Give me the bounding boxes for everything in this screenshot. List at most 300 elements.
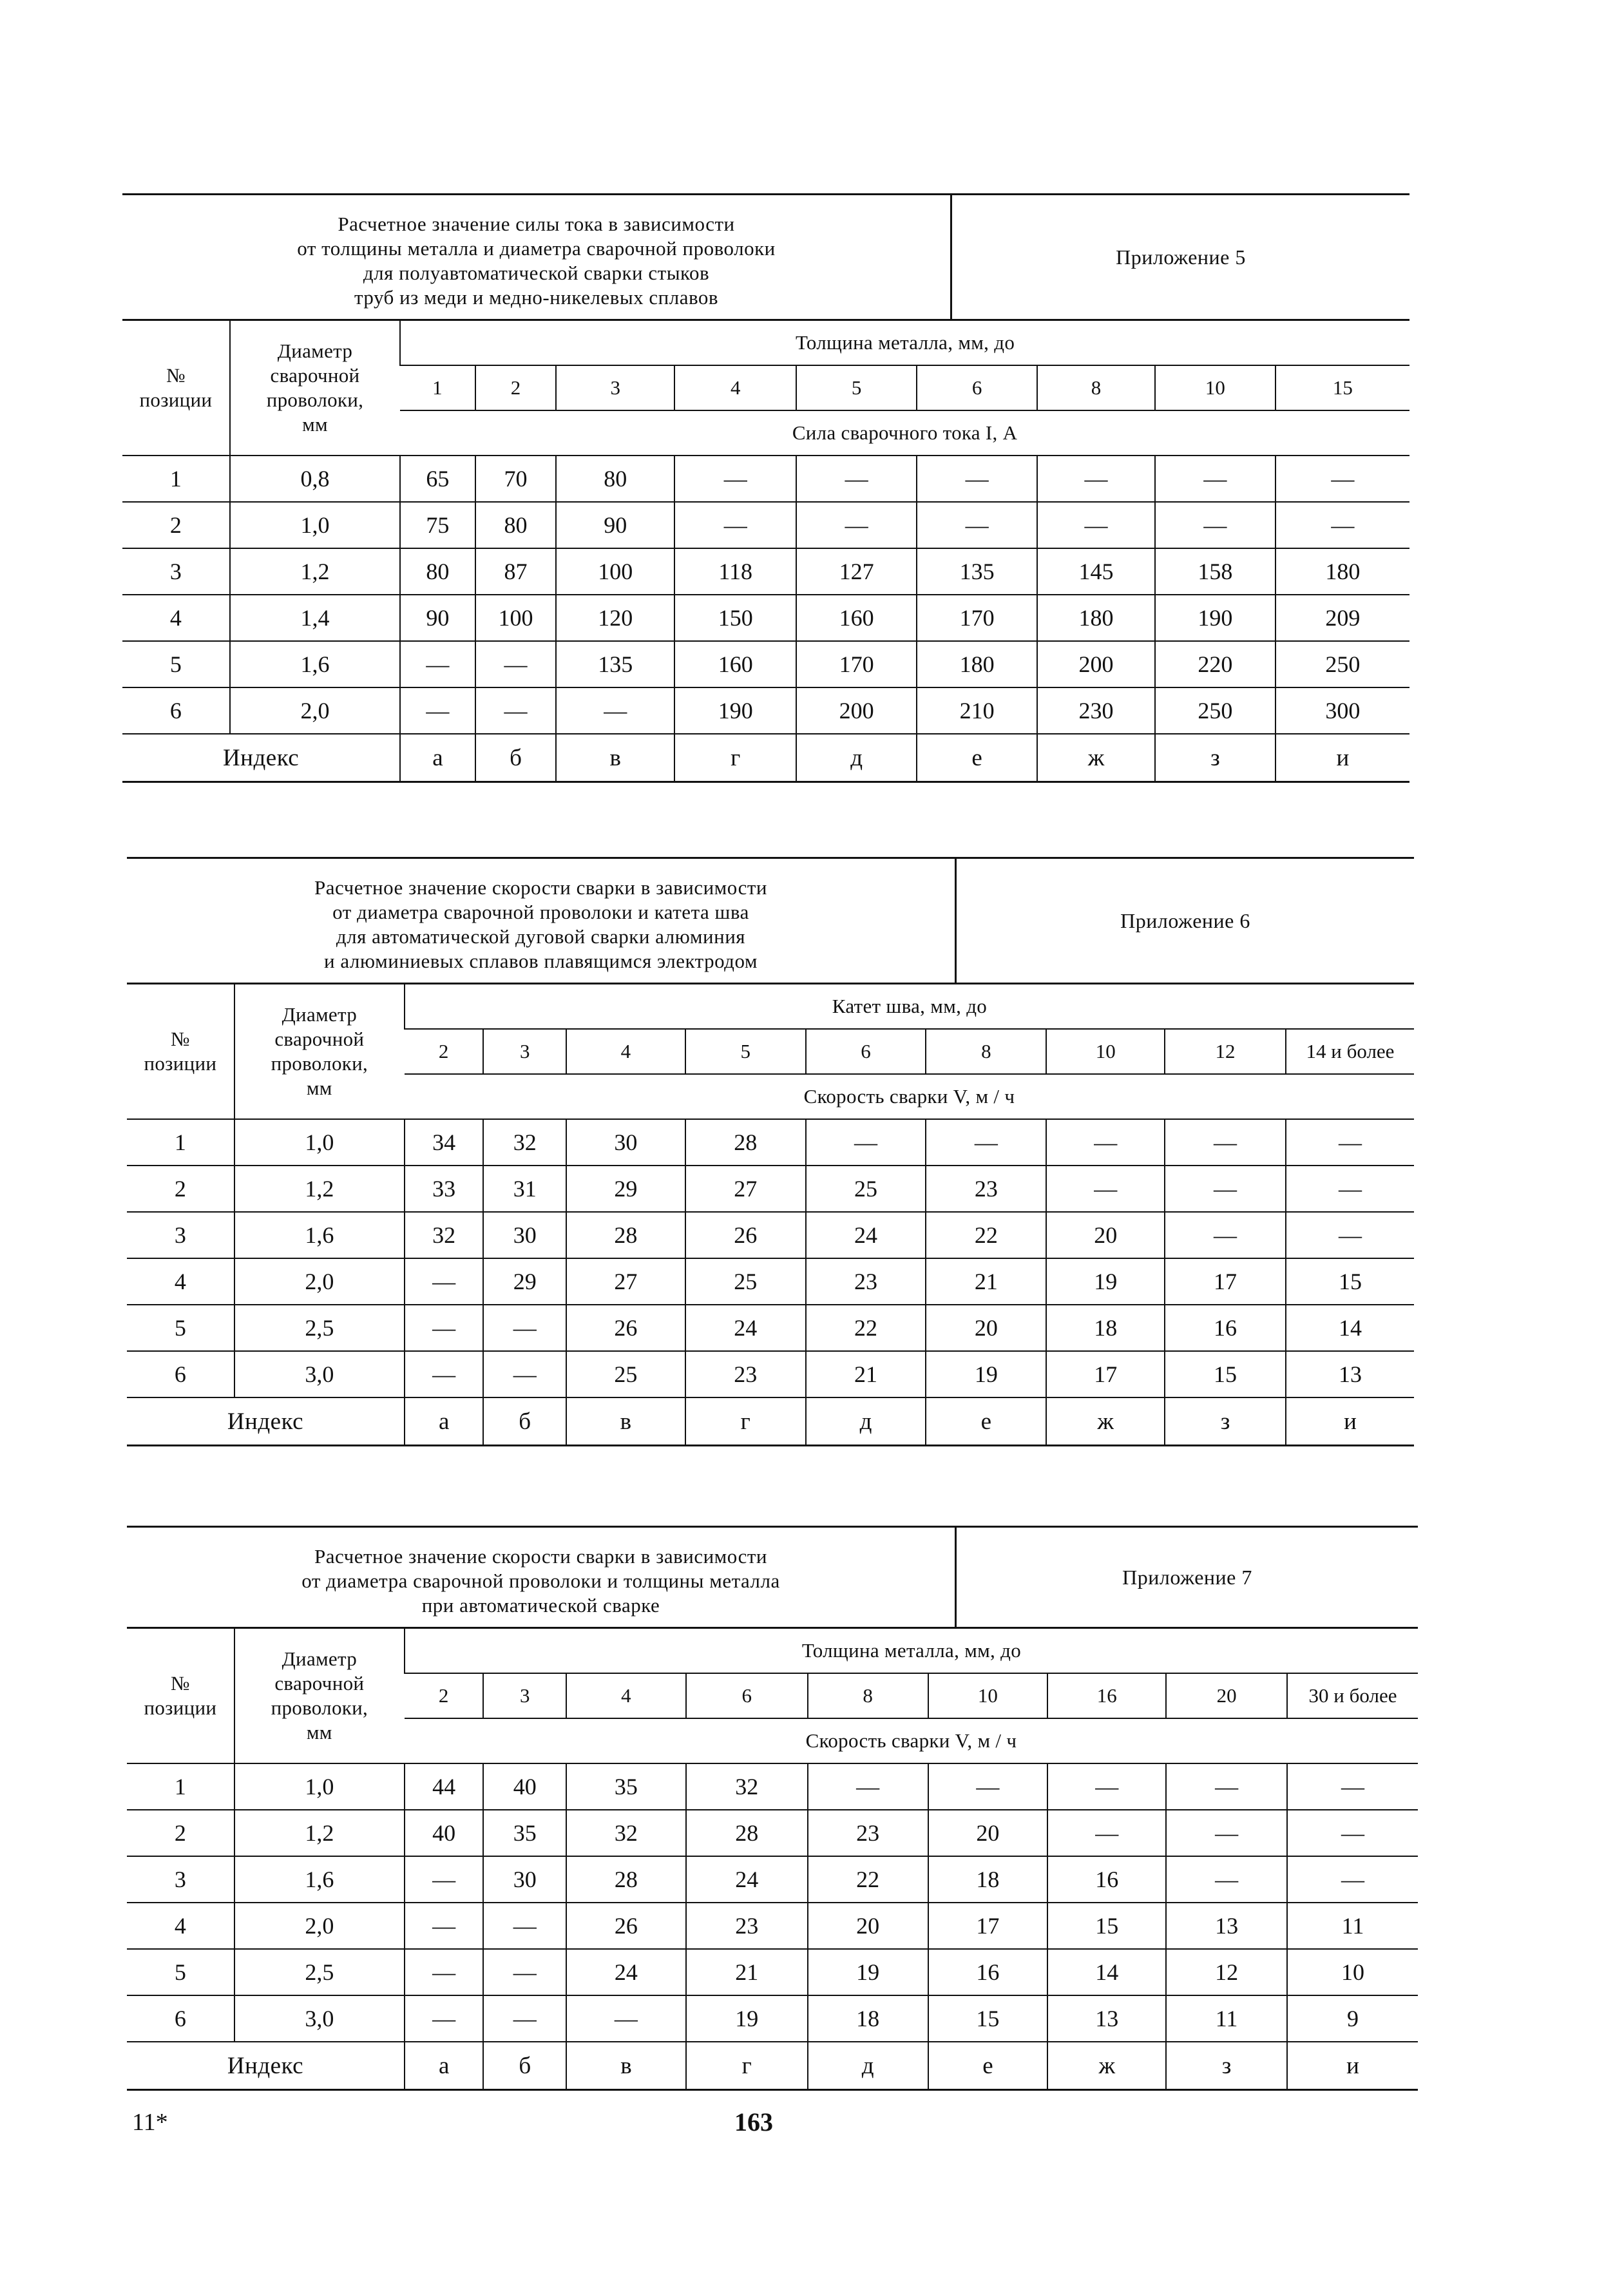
value-cell: 16: [1047, 1856, 1166, 1903]
value-cell: 200: [796, 687, 917, 734]
diameter-cell: 1,4: [230, 595, 400, 641]
index-cell: д: [806, 1397, 926, 1446]
diameter-cell: 2,0: [234, 1903, 405, 1949]
value-cell: 23: [686, 1903, 808, 1949]
diameter-header-line: Диаметр: [277, 340, 353, 362]
column-header: 8: [808, 1673, 928, 1718]
column-header: 2: [405, 1029, 484, 1074]
value-cell: 34: [405, 1119, 484, 1166]
value-cell: 28: [566, 1856, 686, 1903]
diameter-header-line: Диаметр: [282, 1003, 358, 1026]
appendix-label: Приложение 7: [1122, 1565, 1252, 1589]
table-header: [122, 193, 1409, 319]
table-row: [127, 1856, 1418, 1903]
value-cell: 28: [566, 1212, 685, 1258]
value-cell: —: [405, 1856, 484, 1903]
diameter-cell: 2,5: [234, 1949, 405, 1995]
column-header: 2: [475, 365, 557, 410]
value-cell: 19: [686, 1995, 808, 2042]
column-header: 3: [556, 365, 674, 410]
value-cell: 250: [1275, 641, 1409, 687]
value-cell: 190: [1155, 595, 1275, 641]
group-header: Катет шва, мм, до: [405, 984, 1414, 1030]
position-cell: 1: [127, 1763, 234, 1810]
diameter-cell: 1,0: [230, 502, 400, 548]
column-header: 30 и более: [1287, 1673, 1418, 1718]
value-cell: 24: [806, 1212, 926, 1258]
value-cell: —: [1287, 1763, 1418, 1810]
table-title: [127, 1528, 957, 1627]
column-header: 6: [686, 1673, 808, 1718]
page-number: 163: [734, 2107, 773, 2136]
diameter-cell: 1,6: [234, 1212, 405, 1258]
table-title: [122, 195, 952, 319]
value-cell: 80: [400, 548, 475, 595]
value-cell: 19: [808, 1949, 928, 1995]
value-cell: 40: [483, 1763, 566, 1810]
appendix-label: Приложение 6: [1120, 908, 1250, 932]
value-cell: —: [1046, 1119, 1165, 1166]
number-sign: №: [170, 1672, 190, 1694]
value-cell: 127: [796, 548, 917, 595]
value-cell: 209: [1275, 595, 1409, 641]
table-row: [127, 1903, 1418, 1949]
position-cell: 6: [127, 1351, 234, 1397]
value-cell: 40: [405, 1810, 484, 1856]
value-cell: 16: [1165, 1305, 1286, 1351]
table-title-line: при автоматической сварке: [421, 1594, 660, 1617]
data-table: [122, 319, 1409, 783]
value-cell: —: [1287, 1856, 1418, 1903]
table-title-line: Расчетное значение скорости сварки в зависимости: [314, 1545, 767, 1568]
value-cell: —: [483, 1305, 566, 1351]
value-cell: 18: [808, 1995, 928, 2042]
value-cell: 87: [475, 548, 557, 595]
value-cell: —: [1047, 1763, 1166, 1810]
index-cell: и: [1286, 1397, 1414, 1446]
diameter-cell: 3,0: [234, 1351, 405, 1397]
value-cell: 22: [926, 1212, 1046, 1258]
table-title: [127, 859, 957, 983]
column-header: 8: [1037, 365, 1155, 410]
table-title-line: для автоматической дуговой сварки алюминия: [336, 925, 746, 948]
value-cell: —: [405, 1305, 484, 1351]
value-cell: —: [1275, 456, 1409, 502]
value-cell: —: [1275, 502, 1409, 548]
column-header: 10: [1046, 1029, 1165, 1074]
value-cell: —: [1286, 1119, 1414, 1166]
column-header: 4: [566, 1673, 686, 1718]
value-cell: 190: [674, 687, 796, 734]
index-cell: ж: [1037, 734, 1155, 782]
diameter-header-line: мм: [306, 1721, 332, 1743]
value-cell: 25: [806, 1166, 926, 1212]
header-row: [127, 984, 1414, 1030]
value-cell: 21: [926, 1258, 1046, 1305]
table-title-line: труб из меди и медно-никелевых сплавов: [354, 286, 719, 309]
value-cell: —: [1165, 1212, 1286, 1258]
appendix-5-table-block: [122, 193, 1409, 783]
value-cell: 31: [483, 1166, 566, 1212]
position-column-header: [127, 1628, 234, 1764]
value-cell: 170: [796, 641, 917, 687]
value-cell: —: [1046, 1166, 1165, 1212]
sub-header: Скорость сварки V, м / ч: [405, 1718, 1418, 1763]
index-row: [127, 1397, 1414, 1446]
group-header: Толщина металла, мм, до: [400, 320, 1409, 366]
value-cell: —: [1037, 502, 1155, 548]
position-cell: 4: [122, 595, 230, 641]
table-row: [122, 548, 1409, 595]
diameter-cell: 1,6: [234, 1856, 405, 1903]
value-cell: 35: [483, 1810, 566, 1856]
value-cell: 200: [1037, 641, 1155, 687]
table-row: [127, 1305, 1414, 1351]
position-cell: 5: [127, 1305, 234, 1351]
column-header: 4: [566, 1029, 685, 1074]
table-row: [127, 1763, 1418, 1810]
value-cell: 10: [1287, 1949, 1418, 1995]
value-cell: 15: [1286, 1258, 1414, 1305]
appendix-7-table-block: [127, 1526, 1418, 2091]
diameter-header-line: проволоки,: [266, 389, 364, 411]
data-table: [127, 983, 1414, 1446]
value-cell: —: [405, 1351, 484, 1397]
column-header: 14 и более: [1286, 1029, 1414, 1074]
value-cell: 23: [808, 1810, 928, 1856]
column-header: 10: [1155, 365, 1275, 410]
value-cell: 65: [400, 456, 475, 502]
value-cell: 220: [1155, 641, 1275, 687]
position-cell: 1: [122, 456, 230, 502]
index-cell: з: [1155, 734, 1275, 782]
value-cell: 30: [483, 1212, 566, 1258]
column-header: 2: [405, 1673, 484, 1718]
header-row: [122, 320, 1409, 366]
diameter-cell: 3,0: [234, 1995, 405, 2042]
position-word: позиции: [144, 1696, 217, 1719]
value-cell: 14: [1286, 1305, 1414, 1351]
value-cell: —: [1286, 1166, 1414, 1212]
value-cell: —: [556, 687, 674, 734]
value-cell: 90: [400, 595, 475, 641]
position-cell: 5: [127, 1949, 234, 1995]
value-cell: —: [1047, 1810, 1166, 1856]
diameter-column-header: [234, 1628, 405, 1764]
value-cell: 17: [1046, 1351, 1165, 1397]
value-cell: 20: [926, 1305, 1046, 1351]
value-cell: —: [405, 1258, 484, 1305]
column-header: 3: [483, 1029, 566, 1074]
table-row: [127, 1810, 1418, 1856]
value-cell: 180: [1275, 548, 1409, 595]
position-cell: 5: [122, 641, 230, 687]
value-cell: —: [796, 502, 917, 548]
value-cell: 160: [674, 641, 796, 687]
value-cell: —: [928, 1763, 1048, 1810]
value-cell: 11: [1287, 1903, 1418, 1949]
value-cell: —: [475, 641, 557, 687]
value-cell: 24: [566, 1949, 686, 1995]
value-cell: 32: [483, 1119, 566, 1166]
value-cell: —: [796, 456, 917, 502]
value-cell: 19: [926, 1351, 1046, 1397]
appendix-6-table-block: [127, 857, 1414, 1446]
index-cell: б: [483, 2042, 566, 2090]
value-cell: —: [475, 687, 557, 734]
value-cell: 32: [686, 1763, 808, 1810]
index-cell: а: [405, 2042, 484, 2090]
table-title-line: и алюминиевых сплавов плавящимся электродом: [324, 950, 758, 972]
index-cell: в: [566, 2042, 686, 2090]
group-header: Толщина металла, мм, до: [405, 1628, 1418, 1674]
value-cell: —: [674, 456, 796, 502]
table-row: [127, 1949, 1418, 1995]
column-header: 5: [796, 365, 917, 410]
table-title-line: для полуавтоматической сварки стыков: [363, 262, 710, 284]
value-cell: 158: [1155, 548, 1275, 595]
table-row: [127, 1995, 1418, 2042]
value-cell: 80: [475, 502, 557, 548]
value-cell: —: [405, 1903, 484, 1949]
value-cell: —: [1165, 1166, 1286, 1212]
value-cell: 12: [1166, 1949, 1287, 1995]
column-header: 20: [1166, 1673, 1287, 1718]
value-cell: 26: [685, 1212, 806, 1258]
value-cell: 145: [1037, 548, 1155, 595]
diameter-cell: 1,2: [234, 1810, 405, 1856]
diameter-header-line: сварочной: [270, 364, 360, 387]
value-cell: —: [483, 1949, 566, 1995]
position-cell: 3: [122, 548, 230, 595]
diameter-header-line: сварочной: [274, 1028, 365, 1050]
table-title-line: от диаметра сварочной проволоки и толщины металла: [301, 1569, 780, 1592]
value-cell: 70: [475, 456, 557, 502]
diameter-header-line: мм: [302, 413, 328, 436]
position-column-header: [122, 320, 230, 456]
value-cell: 13: [1286, 1351, 1414, 1397]
position-cell: 2: [127, 1166, 234, 1212]
column-header: 6: [917, 365, 1037, 410]
value-cell: 120: [556, 595, 674, 641]
value-cell: 230: [1037, 687, 1155, 734]
value-cell: —: [917, 502, 1037, 548]
value-cell: —: [1166, 1763, 1287, 1810]
value-cell: 25: [566, 1351, 685, 1397]
table-row: [127, 1212, 1414, 1258]
position-cell: 6: [127, 1995, 234, 2042]
value-cell: 21: [686, 1949, 808, 1995]
value-cell: —: [1155, 456, 1275, 502]
value-cell: 22: [808, 1856, 928, 1903]
value-cell: 118: [674, 548, 796, 595]
value-cell: 30: [483, 1856, 566, 1903]
index-cell: д: [808, 2042, 928, 2090]
value-cell: 170: [917, 595, 1037, 641]
value-cell: 17: [1165, 1258, 1286, 1305]
position-word: позиции: [144, 1052, 217, 1075]
value-cell: 100: [475, 595, 557, 641]
value-cell: 90: [556, 502, 674, 548]
index-cell: а: [400, 734, 475, 782]
table-row: [127, 1166, 1414, 1212]
diameter-header-line: мм: [306, 1077, 332, 1099]
value-cell: 18: [928, 1856, 1048, 1903]
diameter-header-line: Диаметр: [282, 1647, 358, 1670]
value-cell: 135: [917, 548, 1037, 595]
position-column-header: [127, 984, 234, 1120]
table-header: [127, 857, 1414, 983]
table-row: [127, 1351, 1414, 1397]
signature-mark: 11*: [132, 2109, 168, 2136]
table-title-line: Расчетное значение силы тока в зависимости: [338, 213, 735, 235]
value-cell: 250: [1155, 687, 1275, 734]
value-cell: 29: [483, 1258, 566, 1305]
index-cell: в: [556, 734, 674, 782]
value-cell: 135: [556, 641, 674, 687]
column-header: 4: [674, 365, 796, 410]
value-cell: 32: [405, 1212, 484, 1258]
index-label: Индекс: [122, 734, 400, 782]
value-cell: 21: [806, 1351, 926, 1397]
value-cell: 14: [1047, 1949, 1166, 1995]
value-cell: —: [566, 1995, 686, 2042]
value-cell: 15: [1165, 1351, 1286, 1397]
column-header: 10: [928, 1673, 1048, 1718]
value-cell: 210: [917, 687, 1037, 734]
diameter-cell: 1,6: [230, 641, 400, 687]
diameter-column-header: [234, 984, 405, 1120]
index-cell: г: [685, 1397, 806, 1446]
value-cell: 80: [556, 456, 674, 502]
diameter-cell: 2,0: [234, 1258, 405, 1305]
value-cell: 20: [1046, 1212, 1165, 1258]
value-cell: 26: [566, 1305, 685, 1351]
table-header: [127, 1526, 1418, 1627]
value-cell: —: [405, 1949, 484, 1995]
table-row: [122, 595, 1409, 641]
diameter-header-line: сварочной: [274, 1672, 365, 1694]
value-cell: —: [1166, 1856, 1287, 1903]
table-row: [127, 1119, 1414, 1166]
value-cell: 28: [686, 1810, 808, 1856]
value-cell: 22: [806, 1305, 926, 1351]
column-header: 1: [400, 365, 475, 410]
table-title-line: Расчетное значение скорости сварки в зависимости: [314, 876, 767, 899]
value-cell: —: [400, 687, 475, 734]
table-title-line: от диаметра сварочной проволоки и катета шва: [332, 901, 749, 923]
position-cell: 2: [122, 502, 230, 548]
value-cell: 20: [808, 1903, 928, 1949]
diameter-cell: 2,0: [230, 687, 400, 734]
value-cell: 180: [1037, 595, 1155, 641]
value-cell: 180: [917, 641, 1037, 687]
value-cell: 23: [926, 1166, 1046, 1212]
table-title-line: от толщины металла и диаметра сварочной проволоки: [297, 237, 776, 260]
column-header: 8: [926, 1029, 1046, 1074]
value-cell: 28: [685, 1119, 806, 1166]
index-cell: ж: [1046, 1397, 1165, 1446]
index-cell: е: [928, 2042, 1048, 2090]
index-cell: г: [686, 2042, 808, 2090]
column-header: 12: [1165, 1029, 1286, 1074]
number-sign: №: [166, 364, 186, 387]
index-cell: г: [674, 734, 796, 782]
value-cell: 44: [405, 1763, 484, 1810]
sub-header: Сила сварочного тока I, А: [400, 410, 1409, 456]
table-row: [122, 641, 1409, 687]
value-cell: —: [1287, 1810, 1418, 1856]
column-header: 15: [1275, 365, 1409, 410]
value-cell: 18: [1046, 1305, 1165, 1351]
index-cell: д: [796, 734, 917, 782]
value-cell: 23: [806, 1258, 926, 1305]
value-cell: —: [1286, 1212, 1414, 1258]
value-cell: —: [483, 1995, 566, 2042]
data-table: [127, 1627, 1418, 2091]
table-row: [127, 1258, 1414, 1305]
index-cell: б: [475, 734, 557, 782]
value-cell: 11: [1166, 1995, 1287, 2042]
value-cell: —: [483, 1351, 566, 1397]
value-cell: —: [926, 1119, 1046, 1166]
value-cell: 32: [566, 1810, 686, 1856]
value-cell: 15: [1047, 1903, 1166, 1949]
index-cell: з: [1166, 2042, 1287, 2090]
index-cell: е: [926, 1397, 1046, 1446]
value-cell: —: [1165, 1119, 1286, 1166]
diameter-header-line: проволоки,: [271, 1696, 368, 1719]
value-cell: 27: [685, 1166, 806, 1212]
index-cell: б: [483, 1397, 566, 1446]
index-cell: в: [566, 1397, 685, 1446]
position-cell: 4: [127, 1258, 234, 1305]
value-cell: 160: [796, 595, 917, 641]
value-cell: 15: [928, 1995, 1048, 2042]
diameter-cell: 1,0: [234, 1119, 405, 1166]
value-cell: 24: [685, 1305, 806, 1351]
value-cell: —: [405, 1995, 484, 2042]
value-cell: 33: [405, 1166, 484, 1212]
position-cell: 4: [127, 1903, 234, 1949]
diameter-header-line: проволоки,: [271, 1052, 368, 1075]
diameter-cell: 1,2: [234, 1166, 405, 1212]
value-cell: 150: [674, 595, 796, 641]
value-cell: 27: [566, 1258, 685, 1305]
diameter-column-header: [230, 320, 400, 456]
value-cell: 19: [1046, 1258, 1165, 1305]
column-header: 3: [483, 1673, 566, 1718]
value-cell: 13: [1166, 1903, 1287, 1949]
value-cell: —: [400, 641, 475, 687]
value-cell: —: [806, 1119, 926, 1166]
value-cell: —: [1037, 456, 1155, 502]
value-cell: 25: [685, 1258, 806, 1305]
index-cell: и: [1287, 2042, 1418, 2090]
value-cell: 17: [928, 1903, 1048, 1949]
index-cell: з: [1165, 1397, 1286, 1446]
column-header: 16: [1047, 1673, 1166, 1718]
diameter-cell: 1,2: [230, 548, 400, 595]
column-header: 5: [685, 1029, 806, 1074]
index-row: [127, 2042, 1418, 2090]
value-cell: —: [1166, 1810, 1287, 1856]
index-label: Индекс: [127, 1397, 405, 1446]
value-cell: 24: [686, 1856, 808, 1903]
value-cell: —: [1155, 502, 1275, 548]
position-cell: 6: [122, 687, 230, 734]
index-cell: е: [917, 734, 1037, 782]
